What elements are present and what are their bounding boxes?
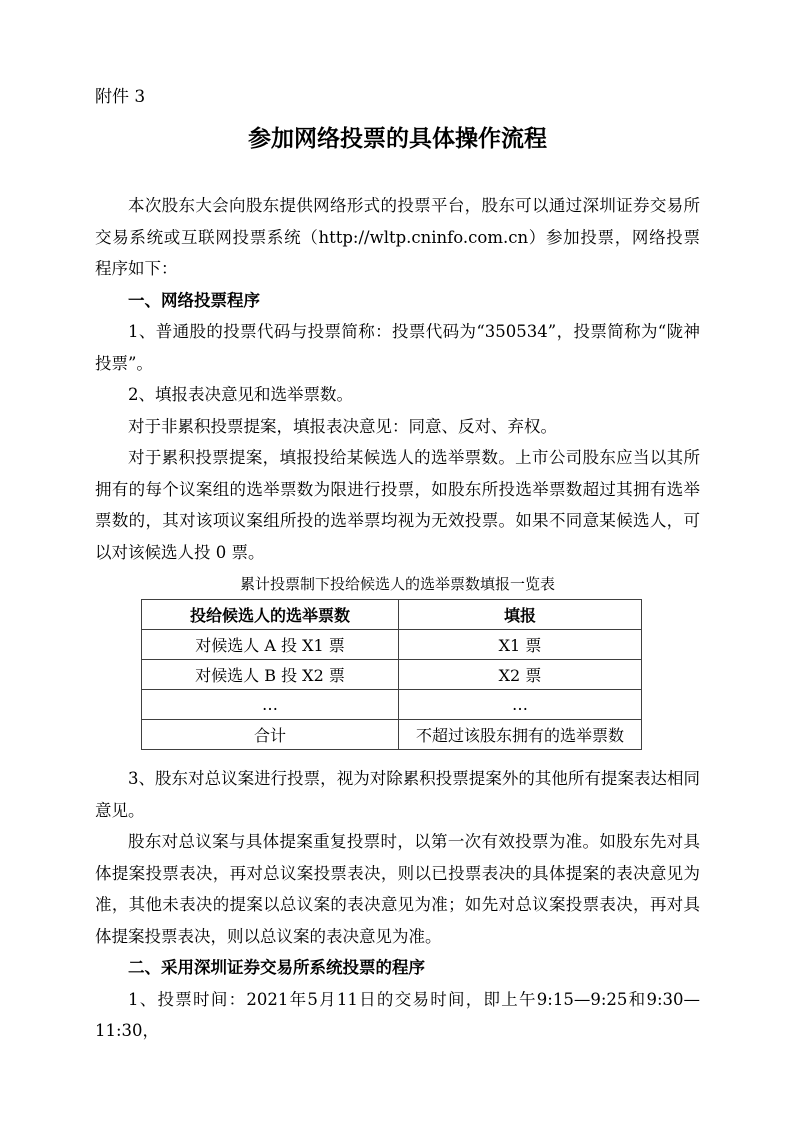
section-2-heading: 二、采用深圳证券交易所系统投票的程序 (128, 958, 425, 977)
table-cell-ellipsis-left: … (142, 690, 399, 720)
paragraph-repeat-voting: 股东对总议案与具体提案重复投票时，以第一次有效投票为准。如股东先对具体提案投票表决，再对总议案投票表决，则以已投票表决的具体提案的表决意见为准，其他未表决的提案以总议案的表决意见为准；如先对总议案投票表决，再对具体提案投票表决，则以总议案的表决意见为准。 (95, 832, 700, 946)
table-cell-candidate-b: 对候选人 B 投 X2 票 (142, 660, 399, 690)
attachment-label: 附件 3 (95, 87, 146, 107)
table-row (142, 720, 642, 750)
table-caption: 累计投票制下投给候选人的选举票数填报一览表 (239, 575, 555, 593)
table-row (142, 630, 642, 660)
paragraph-fill-opinion: 2、填报表决意见和选举票数。 (128, 385, 353, 404)
table-cell-total-limit: 不超过该股东拥有的选举票数 (399, 720, 642, 750)
paragraph-cumulative: 对于累积投票提案，填报投给某候选人的选举票数。上市公司股东应当以其所拥有的每个议案组的选举票数为限进行投票，如股东所投选举票数超过其拥有选举票数的，其对该项议案组所投的选举票均视为无效投票。如果不同意某候选人，可以对该候选人投 0 票。 (95, 448, 700, 562)
table-row (142, 690, 642, 720)
paragraph-intro: 本次股东大会向股东提供网络形式的投票平台，股东可以通过深圳证券交易所交易系统或互联网投票系统（http://wltp.cninfo.com.cn）参加投票，网络投票程序如下： (95, 196, 700, 278)
table-cell-x1: X1 票 (399, 630, 642, 660)
table-cell-total: 合计 (142, 720, 399, 750)
section-1-heading: 一、网络投票程序 (128, 290, 260, 310)
table-row (142, 660, 642, 690)
table-cell-candidate-a: 对候选人 A 投 X1 票 (142, 630, 399, 660)
vote-table (141, 599, 642, 750)
paragraph-vote-code: 1、普通股的投票代码与投票简称：投票代码为“350534”，投票简称为“陇神投票”。 (95, 322, 700, 373)
table-cell-x2: X2 票 (399, 660, 642, 690)
table-header-row (142, 600, 642, 630)
page-title: 参加网络投票的具体操作流程 (248, 125, 547, 152)
paragraph-general-motion: 3、股东对总议案进行投票，视为对除累积投票提案外的其他所有提案表达相同意见。 (95, 769, 700, 820)
paragraph-non-cumulative: 对于非累积投票提案，填报表决意见：同意、反对、弃权。 (128, 416, 557, 436)
table-header-fill: 填报 (399, 600, 642, 630)
table-header-votes: 投给候选人的选举票数 (142, 600, 399, 630)
paragraph-voting-time: 1、投票时间：2021年5月11日的交易时间，即上午9:15—9:25和9:30—11:30， (95, 989, 700, 1040)
table-cell-ellipsis-right: … (399, 690, 642, 720)
